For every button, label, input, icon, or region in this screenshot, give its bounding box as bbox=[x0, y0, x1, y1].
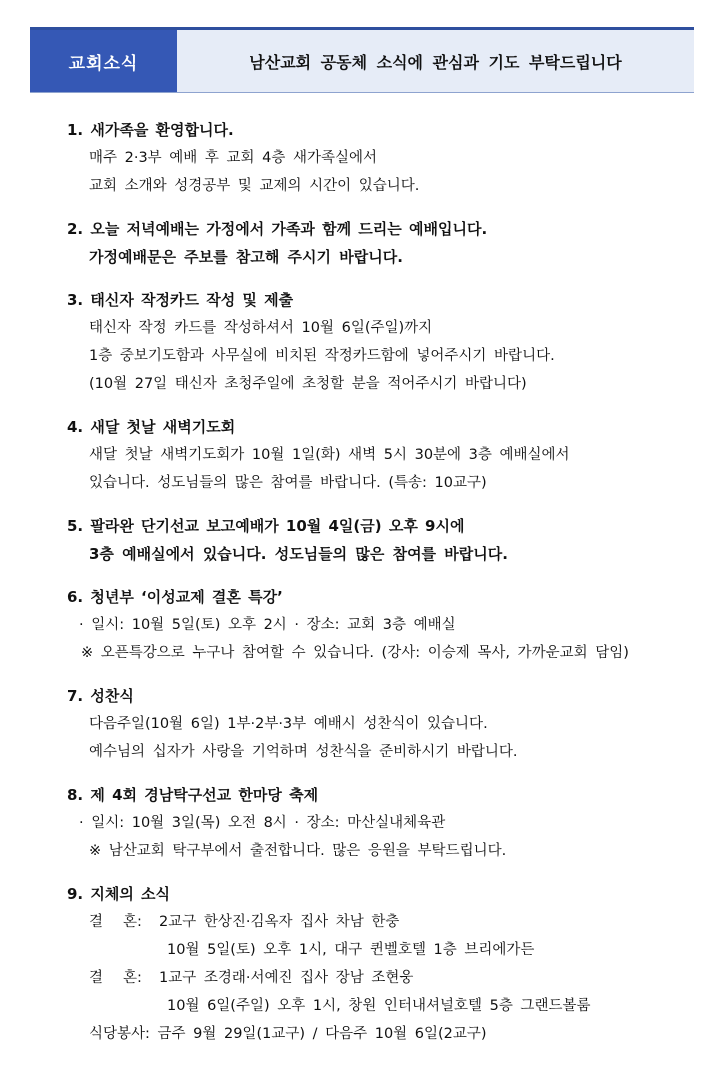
wedding-1-schedule: 10월 5일(토) 오후 1시, 대구 퀸벨호텔 1층 브리에가든 bbox=[167, 942, 535, 958]
item-line: · 일시: 10월 5일(토) 오후 2시 · 장소: 교회 3층 예배실 bbox=[79, 617, 456, 633]
news-item-4 bbox=[67, 413, 687, 497]
item-title: 2. 오늘 저녁예배는 가정에서 가족과 함께 드리는 예배입니다. bbox=[67, 220, 488, 238]
item-title: 7. 성찬식 bbox=[67, 687, 134, 705]
item-line: ※ 남산교회 탁구부에서 출전합니다. 많은 응원을 부탁드립니다. bbox=[89, 843, 507, 859]
item-line: ※ 오픈특강으로 누구나 참여할 수 있습니다. (강사: 이승제 목사, 가까운교회 담임) bbox=[81, 645, 629, 661]
item-line: 교회 소개와 성경공부 및 교제의 시간이 있습니다. bbox=[89, 178, 420, 194]
item-line: 있습니다. 성도님들의 많은 참여를 바랍니다. (특송: 10교구) bbox=[89, 475, 487, 491]
item-line: 매주 2·3부 예배 후 교회 4층 새가족실에서 bbox=[89, 150, 378, 166]
item-line: 예수님의 십자가 사랑을 기억하며 성찬식을 준비하시기 바랍니다. bbox=[89, 744, 518, 760]
wedding-detail: 2교구 한상진·김옥자 집사 차남 한충 bbox=[159, 914, 400, 930]
item-title: 4. 새달 첫날 새벽기도회 bbox=[67, 418, 236, 436]
item-title: 8. 제 4회 경남탁구선교 한마당 축제 bbox=[67, 786, 319, 804]
item-line: 3층 예배실에서 있습니다. 성도님들의 많은 참여를 바랍니다. bbox=[89, 545, 508, 563]
item-title: 3. 태신자 작정카드 작성 및 제출 bbox=[67, 291, 294, 309]
item-title: 6. 청년부 ‘이성교제 결혼 특강’ bbox=[67, 588, 283, 606]
news-item-1 bbox=[67, 116, 687, 200]
wedding-2-schedule: 10월 6일(주일) 오후 1시, 창원 인터내셔널호텔 5층 그랜드볼룸 bbox=[167, 998, 591, 1014]
wedding-detail: 1교구 조경래·서예진 집사 장남 조현웅 bbox=[159, 970, 414, 986]
news-item-8 bbox=[67, 781, 687, 865]
header-title: 남산교회 공동체 소식에 관심과 기도 부탁드립니다 bbox=[177, 30, 694, 92]
news-item-9 bbox=[67, 880, 687, 1048]
item-line: 가정예배문은 주보를 참고해 주시기 바랍니다. bbox=[89, 248, 403, 266]
item-title: 5. 팔라완 단기선교 보고예배가 10월 4일(금) 오후 9시에 bbox=[67, 517, 465, 535]
item-line: 1층 중보기도함과 사무실에 비치된 작정카드함에 넣어주시기 바랍니다. bbox=[89, 348, 555, 364]
wedding-2 bbox=[67, 964, 687, 992]
wedding-1 bbox=[67, 908, 687, 936]
news-item-2 bbox=[67, 215, 687, 271]
news-item-7 bbox=[67, 682, 687, 766]
header-bar bbox=[30, 27, 694, 93]
header-tag: 교회소식 bbox=[30, 30, 177, 92]
item-line: · 일시: 10월 3일(목) 오전 8시 · 장소: 마산실내체육관 bbox=[79, 815, 446, 831]
item-line: 새달 첫날 새벽기도회가 10월 1일(화) 새벽 5시 30분에 3층 예배실에서 bbox=[89, 447, 570, 463]
wedding-label: 결 혼: bbox=[89, 970, 142, 986]
news-item-6 bbox=[67, 583, 687, 667]
news-item-5 bbox=[67, 512, 687, 568]
item-line: 다음주일(10월 6일) 1부·2부·3부 예배시 성찬식이 있습니다. bbox=[89, 716, 488, 732]
news-list bbox=[67, 116, 687, 1063]
item-title: 1. 새가족을 환영합니다. bbox=[67, 121, 234, 139]
item-line: (10월 27일 태신자 초청주일에 초청할 분을 적어주시기 바랍니다) bbox=[89, 376, 527, 392]
news-item-3 bbox=[67, 286, 687, 398]
item-title: 9. 지체의 소식 bbox=[67, 885, 171, 903]
item-line: 태신자 작정 카드를 작성하셔서 10월 6일(주일)까지 bbox=[89, 320, 433, 336]
kitchen-service: 식당봉사: 금주 9월 29일(1교구) / 다음주 10월 6일(2교구) bbox=[89, 1026, 487, 1042]
wedding-label: 결 혼: bbox=[89, 914, 142, 930]
